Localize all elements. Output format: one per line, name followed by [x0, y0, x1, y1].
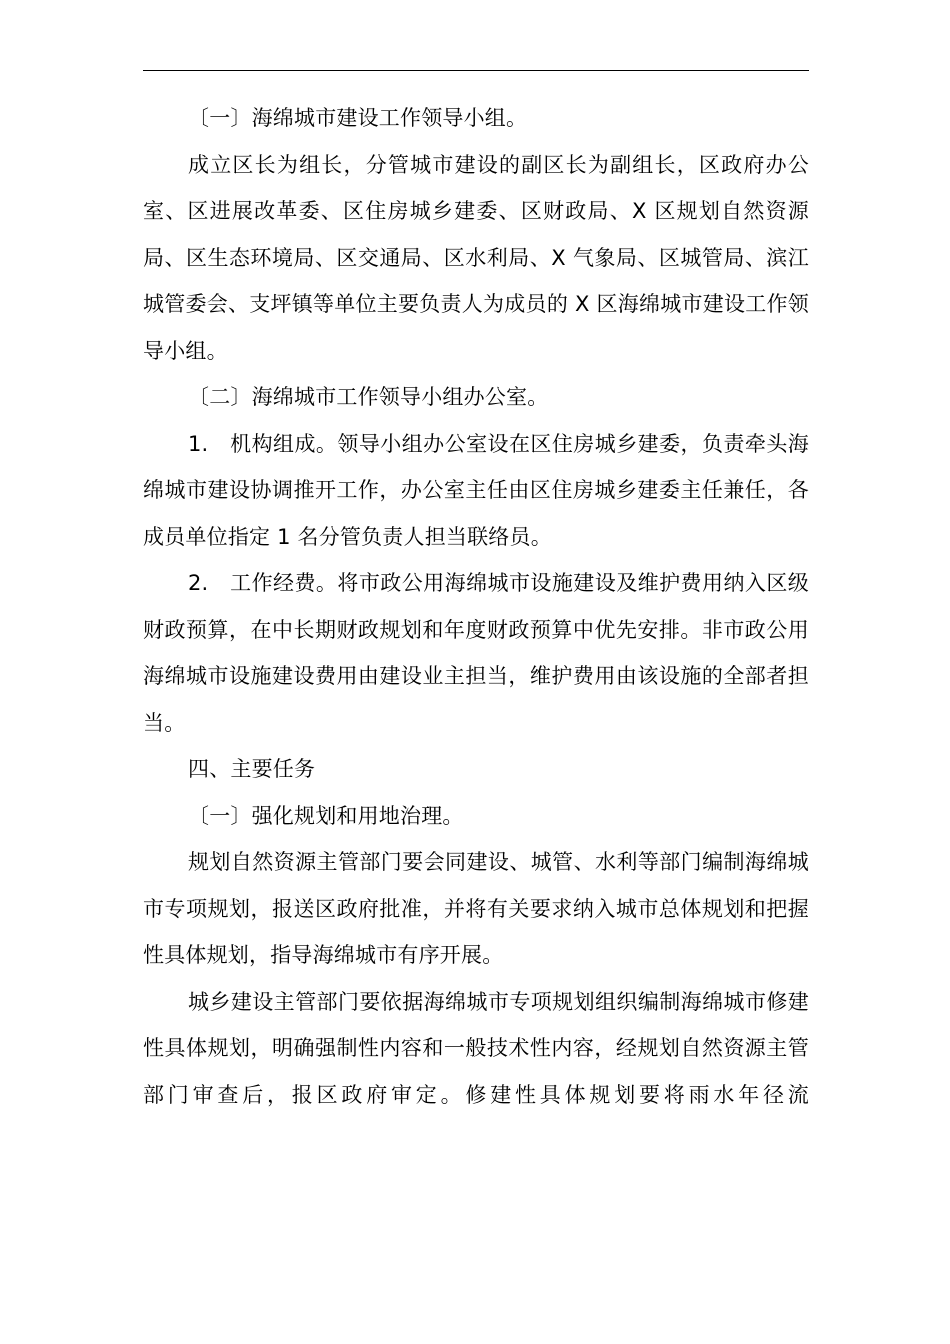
section-heading-leading-group: 〔一〕海绵城市建设工作领导小组。	[188, 106, 528, 130]
paragraph-leading-group-members: 成立区长为组长，分管城市建设的副区长为副组长，区政府办公室、区进展改革委、区住房城乡建委、区财政局、X 区规划自然资源局、区生态环境局、区交通局、区水利局、X 气象局、区城管局、滨江城管委会、支坪镇等单位主要负责人为成员的 X 区海绵城市建设工作领导小组。	[143, 152, 809, 363]
section-heading-planning-land: 〔一〕强化规划和用地治理。	[188, 803, 464, 828]
paragraph-special-planning: 规划自然资源主管部门要会同建设、城管、水利等部门编制海绵城市专项规划，报送区政府批准，并将有关要求纳入城市总体规划和把握性具体规划，指导海绵城市有序开展。	[143, 850, 809, 967]
section-heading-leading-group-office: 〔二〕海绵城市工作领导小组办公室。	[188, 385, 549, 409]
paragraph-constructive-planning: 城乡建设主管部门要依据海绵城市专项规划组织编制海绵城市修建性具体规划，明确强制性内容和一般技术性内容，经规划自然资源主管部门审查后，报区政府审定。修建性具体规划要将雨水年径流	[143, 989, 809, 1107]
section-heading-main-tasks: 四、主要任务	[188, 757, 316, 781]
header-rule	[143, 70, 809, 71]
paragraph-work-funding: 2. 工作经费。将市政公用海绵城市设施建设及维护费用纳入区级财政预算，在中长期财政规划和年度财政预算中优先安排。非市政公用海绵城市设施建设费用由建设业主担当，维护费用由该设施的全部者担当。	[143, 571, 809, 735]
document-body	[143, 95, 809, 1118]
paragraph-organization: 1. 机构组成。领导小组办公室设在区住房城乡建委，负责牵头海绵城市建设协调推开工作，办公室主任由区住房城乡建委主任兼任，各成员单位指定 1 名分管负责人担当联络员。	[143, 431, 809, 549]
